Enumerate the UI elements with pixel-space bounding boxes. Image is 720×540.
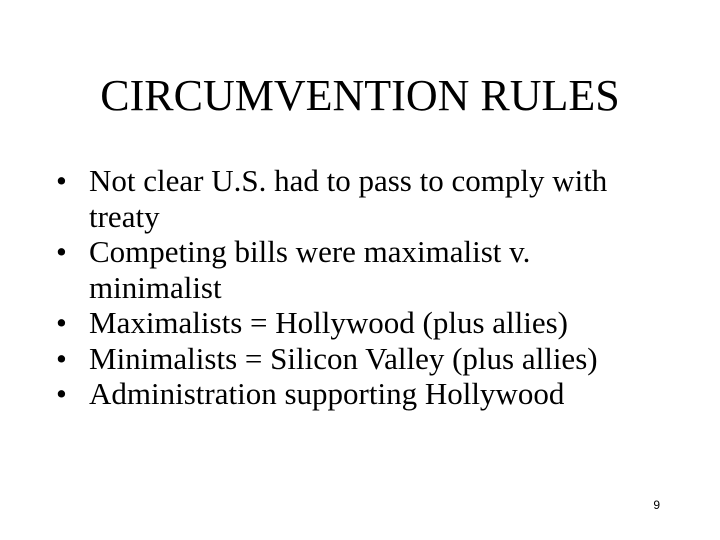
bullet-text: Administration supporting Hollywood	[89, 376, 565, 411]
bullet-icon: •	[56, 234, 67, 269]
bullet-item	[56, 376, 666, 412]
bullet-icon: •	[56, 305, 67, 340]
bullet-text: Competing bills were maximalist v. minimalist	[89, 234, 531, 305]
bullet-item	[56, 234, 666, 305]
bullet-icon: •	[56, 163, 67, 198]
slide-title: CIRCUMVENTION RULES	[100, 71, 620, 120]
bullet-item	[56, 305, 666, 341]
bullet-text: Minimalists = Silicon Valley (plus allies)	[89, 340, 598, 376]
bullet-list	[56, 163, 666, 412]
bullet-icon: •	[56, 376, 67, 411]
bullet-text: Not clear U.S. had to pass to comply with treaty	[89, 163, 608, 234]
page-number: 9	[653, 498, 660, 512]
bullet-item	[56, 341, 666, 377]
bullet-icon: •	[56, 340, 67, 376]
bullet-item	[56, 163, 666, 234]
bullet-text: Maximalists = Hollywood (plus allies)	[89, 305, 569, 340]
